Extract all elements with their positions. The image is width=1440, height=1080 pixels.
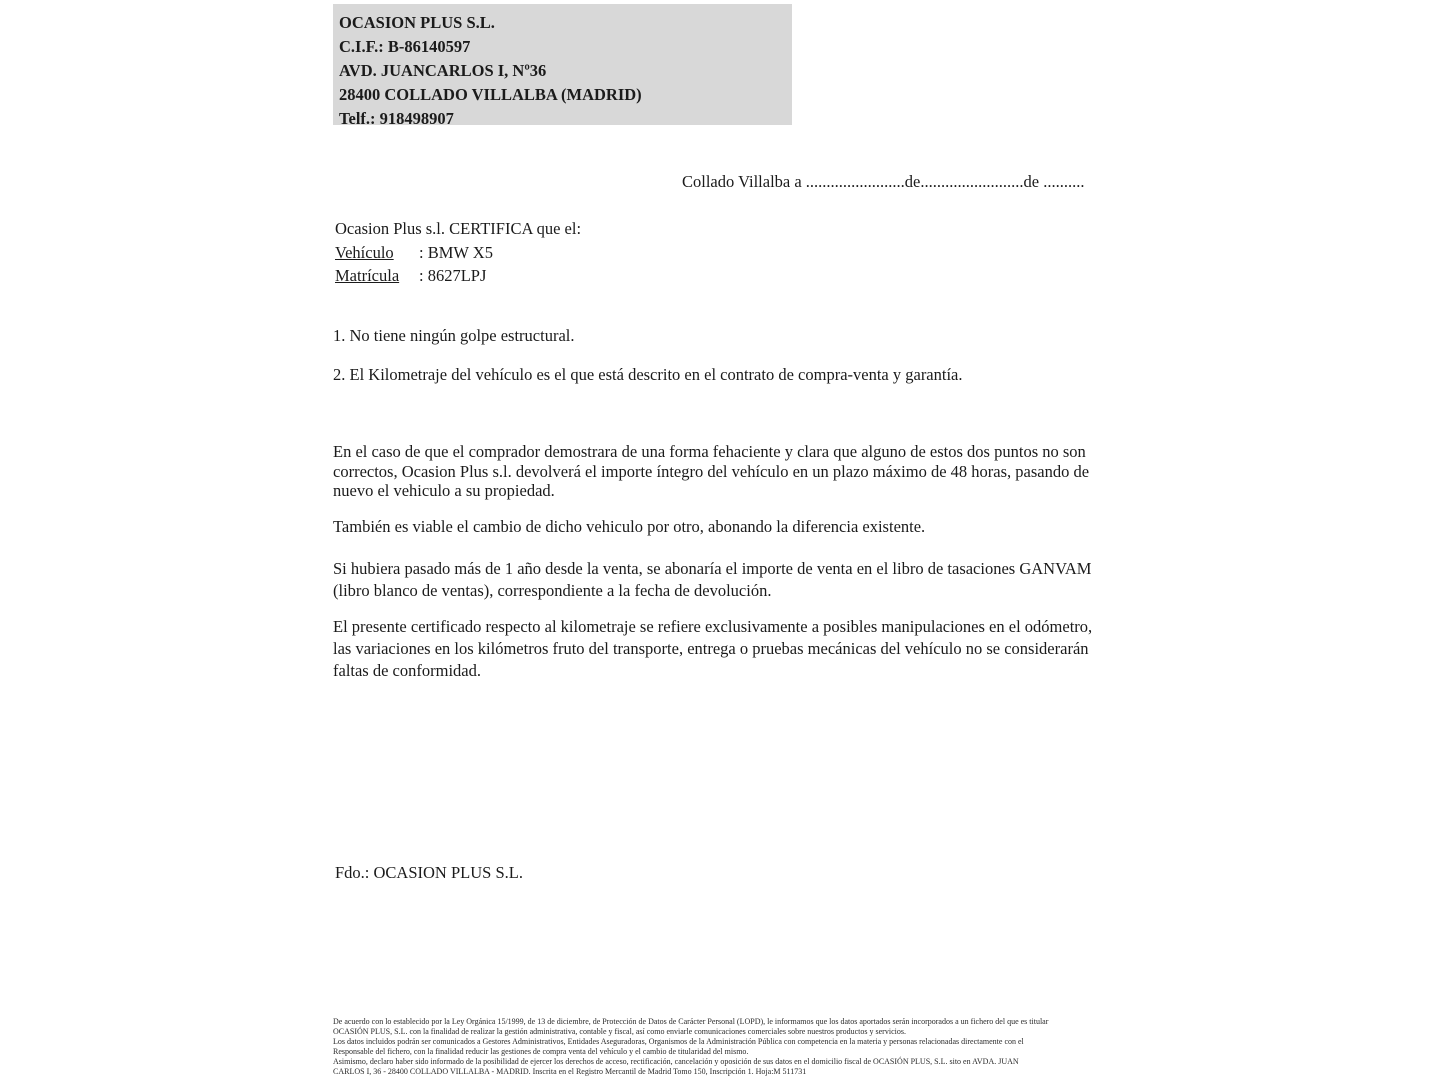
company-city: 28400 COLLADO VILLALBA (MADRID)	[339, 85, 642, 104]
plate-label: Matrícula	[335, 266, 400, 285]
vehicle-label: Vehículo	[335, 242, 394, 262]
certified-point-1: 1. No tiene ningún golpe estructural.	[333, 326, 575, 345]
plate-line	[335, 264, 581, 288]
plate-value: : 8627LPJ	[419, 266, 487, 285]
legal-line-1: De acuerdo con lo establecido por la Ley Orgánica 15/1999, de 13 de diciembre, de Protección de Datos de Carácter Personal (LOPD), le informamos que los datos aportados serán incorporados a un fichero del que es titular	[333, 1017, 1049, 1026]
paragraph-ganvam-valuation: Si hubiera pasado más de 1 año desde la venta, se abonaría el importe de venta en el libro de tasaciones GANVAM (libro blanco de ventas), correspondiente a la fecha de devolución.	[333, 559, 1092, 600]
company-phone: Telf.: 918498907	[339, 109, 454, 128]
paragraph-refund-policy: En el caso de que el comprador demostrara de una forma fehaciente y clara que alguno de estos dos puntos no son correctos, Ocasion Plus s.l. devolverá el importe íntegro del vehículo en un plazo máximo de 48 horas, pasando de nuevo el vehiculo a su propiedad.	[333, 442, 1090, 500]
legal-line-5: Asimismo, declaro haber sido informado de la posibilidad de ejercer los derechos de acceso, rectificación, cancelación y oposición de sus datos en el domicilio fiscal de OCASIÓN PLUS, S.L. sito en AVDA. JUAN	[333, 1057, 1019, 1066]
certify-intro: Ocasion Plus s.l. CERTIFICA que el:	[335, 219, 582, 238]
certified-point-2: 2. El Kilometraje del vehículo es el que está descrito en el contrato de compra-venta y garantía.	[333, 365, 963, 384]
company-address: AVD. JUANCARLOS I, Nº36	[339, 61, 547, 80]
vehicle-label-wrap	[335, 241, 419, 265]
certification-block	[335, 217, 581, 288]
legal-line-6: CARLOS I, 36 - 28400 COLLADO VILLALBA - MADRID. Inscrita en el Registro Mercantil de Madrid Tomo 150, Inscripción 1. Hoja:M 511731	[333, 1067, 807, 1076]
legal-fine-print	[333, 1017, 1123, 1077]
company-name: OCASION PLUS S.L.	[339, 13, 495, 32]
legal-line-4: Responsable del fichero, con la finalidad reducir las gestiones de compra venta del vehículo y el cambio de titularidad del mismo.	[333, 1047, 749, 1056]
vehicle-line	[335, 241, 581, 265]
plate-label-wrap	[335, 264, 419, 288]
paragraph-exchange-option: También es viable el cambio de dicho vehiculo por otro, abonando la diferencia existente.	[333, 517, 926, 536]
legal-line-2: OCASIÓN PLUS, S.L. con la finalidad de realizar la gestión administrativa, contable y fiscal, así como enviarle comunicaciones comerciales sobre nuestros productos y servicios.	[333, 1027, 906, 1036]
company-header-box	[333, 4, 792, 128]
vehicle-value: : BMW X5	[419, 242, 493, 262]
legal-line-3: Los datos incluidos podrán ser comunicados a Gestores Administrativos, Entidades Aseguradoras, Organismos de la Administración Pública con competencia en la materia y personas relacionadas directamente con el	[333, 1037, 1024, 1046]
paragraph-odometer-disclaimer: El presente certificado respecto al kilometraje se refiere exclusivamente a posibles manipulaciones en el odómetro, las variaciones en los kilómetros fruto del transporte, entrega o pruebas mecánicas del vehículo no se considerarán faltas de conformidad.	[333, 617, 1093, 680]
date-fill-in-line: Collado Villalba a ........................de.........................de ..........	[682, 172, 1085, 191]
signature-line: Fdo.: OCASION PLUS S.L.	[335, 863, 523, 882]
company-cif: C.I.F.: B-86140597	[339, 37, 471, 56]
